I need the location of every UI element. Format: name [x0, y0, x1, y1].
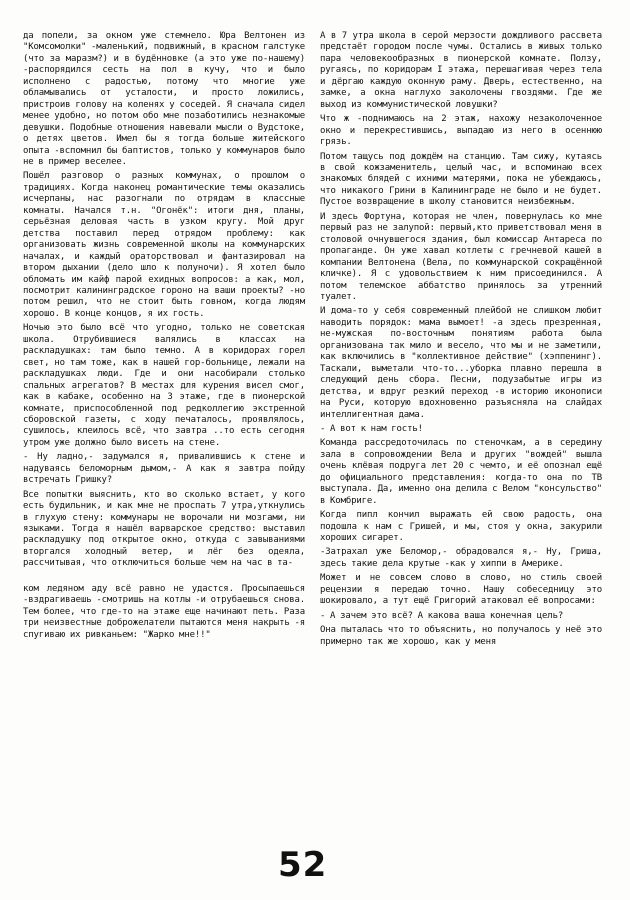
paragraph: ком ледяном аду всё равно не удастся. Просыпаешься -вздрагиваешь -смотришь на котлы -и отрубаешься снова. Тем более, что где-то на этаже еще начинают петь. Раза три неизвестные доброжелатели пытаются меня накрыть -я спугиваю их ривканьем: "Жарко мне!!" [23, 583, 305, 640]
paragraph: А в 7 утра школа в серой мерзости дождливого рассвета предстаёт городом после чумы. Остались в живых только пара человекообразных в пионерской комнате. Ползу, ругаясь, по коридорам I этажа, перешагивая через тела и дёргаю каждую оконную раму. Дверь, естественно, на замке, а окна наглухо заколочены гвоздями. Где же выход из коммунистической ловушки? [320, 31, 602, 110]
paragraph: -Затрахал уже Беломор,- обрадовался я,- Ну, Гриша, здесь такие дела крутые -как у хиппи в Америке. [320, 547, 602, 569]
paragraph: Пошёл разговор о разных коммунах, о прошлом о традициях. Когда наконец романтические темы оказались исчерпаны, нас разогнали по отрядам в классные комнаты. Начался т.н. "Огонёк": итоги дня, планы, серьёзная деловая часть в узком кругу. Мой друг детства поставил перед отрядом проблему: как организовать жизнь современной школы на коммунарских началах, и каждый ораторствовал и фантазировал на втором дыхании (дело шло к полуночи). Я хотел было обломать им кайф парой ехидных вопросов: а как, мол, посмотрит калининградское гороно на ваши проекты? -но потом решил, что не стоит быть говном, когда людям хорошо. В конце концов, я их гость. [23, 171, 305, 319]
paragraph: Когда пипл кончил выражать ей свою радость, она подошла к нам с Гришей, и мы, стоя у окна, закурили хороших сигарет. [320, 510, 602, 544]
paragraph: Может и не совсем слово в слово, но стиль своей рецензии я передаю точно. Нашу собеседницу это шокировало, а тут ещё Григорий атаковал её вопросами: [320, 573, 602, 607]
paragraph: Все попытки выяснить, кто во сколько встает, у кого есть будильник, и как мне не проспать 7 утра,уткнулись в глухую стену: коммунары не ворочали ни мозгами, ни языками. Тогда я нашёл варварское средство: выставил раскладушку под открытое окно, откуда с завываниями вторгался холодный ветер, и лёг без одеяла, рассчитывая, что отключиться больше чем на час в та- [23, 489, 305, 569]
paragraph: Потом тащусь под дождём на станцию. Там сижу, кутаясь в свой кожзаменитель, целый час, и вспоминаю всех знакомых блядей с ихними матерями, пока не убеждаюсь, что никакого Грини в Калининграде не было и не будет. Пустое возвращение в школу становится неизбежным. [320, 151, 602, 208]
paragraph: Она пыталась что то объяснить, но получалось у неё это примерно так же хорошо, как у меня [320, 625, 602, 647]
right-text-column [320, 31, 602, 881]
paragraph: Ночью это было всё что угодно, только не советская школа. Отрубившиеся валялись в классах на раскладушках: там было темно. А в коридорах горел свет, но там тоже, как в нашей гор-больнице, лежали на раскладушках люди. Где и они насобирали столько спальных агрегатов? В местах для курения висел смог, как в кабаке, особенно на 3 этаже, где в пионерской комнате, приспособленной под редколлегию экстренной сборовской газеты, с ходу печаталось, проявлялось, сушилось, клеилось всё, что завтра ..то есть сегодня утром уже должно было висеть на стене. [23, 323, 305, 448]
paragraph: да попели, за окном уже стемнело. Юра Велтонен из "Комсомолки" -маленький, подвижный, в красном галстуке (что за маразм?) и в будённовке (а это уже по-нашему) -распорядился сесть на пол в кучу, что и было исполнено с радостью, потому что многие уже обламывались от усталости, и просто ложились, пристроив голову на коленях у соседей. Я сначала сидел менее удобно, но потом обо мне позаботились незнакомые девушки. Подобные отношения навевали мысли о Вудстоке, о детях цветов. Имел бы я тогда больше житейского опыта -вспомнил бы баптистов, только у коммунаров было не в пример веселее. [23, 31, 305, 167]
page-number: 52 [278, 845, 328, 885]
paragraph: И здесь Фортуна, которая не член, повернулась ко мне первый раз не залупой: первый,кто приветствовал меня в столовой очнувшегося здания, был комиссар Антареса по пропаганде. Он уже хавал котлеты с гречневой кашей в компании Велтонена (Вела, по коммунарской сокращённой кличке). Я с удовольствием к ним присоединился. А потом телемское аббатство принялось за утренний туалет. [320, 211, 602, 302]
paragraph: - А зачем это всё? А какова ваша конечная цель? [320, 610, 564, 621]
paragraph: - А вот к нам гость! [320, 423, 423, 434]
left-text-column [23, 31, 305, 871]
paragraph: Что ж -поднимаюсь на 2 этаж, нахожу незаколоченное окно и перекрестившись, выпадаю из него в осеннюю грязь. [320, 114, 602, 148]
paragraph: И дома-то у себя современный плейбой не слишком любит наводить порядок: мама вымоет! -а здесь презренная, не-мужская по-восточным понятиям работа была организована так мило и весело, что мы и не заметили, как включились в "коллективное действие" (хэппенинг). Таскали, выметали что-то...уборка плавно перешла в следующий день сбора. Песни, подузабытые игры из детства, и вдруг резкий переход -в историю иконописи на Руси, которую вдохновенно разъясняла на слайдах интеллигентная дама. [320, 306, 602, 420]
paragraph: Команда рассредоточилась по стеночкам, а в середину зала в сопровождении Вела и других "вождей" вышла очень клёвая подруга лет 20 с чемто, и её опознал ещё до официального представления: когда-то она по ТВ выступала. Да, именно она делила с Велом "консульство" в Комбриге. [320, 438, 602, 506]
paragraph: - Ну ладно,- задумался я, привалившись к стене и надуваясь беломорным дымом,- А как я завтра пойду встречать Гришку? [23, 452, 305, 486]
